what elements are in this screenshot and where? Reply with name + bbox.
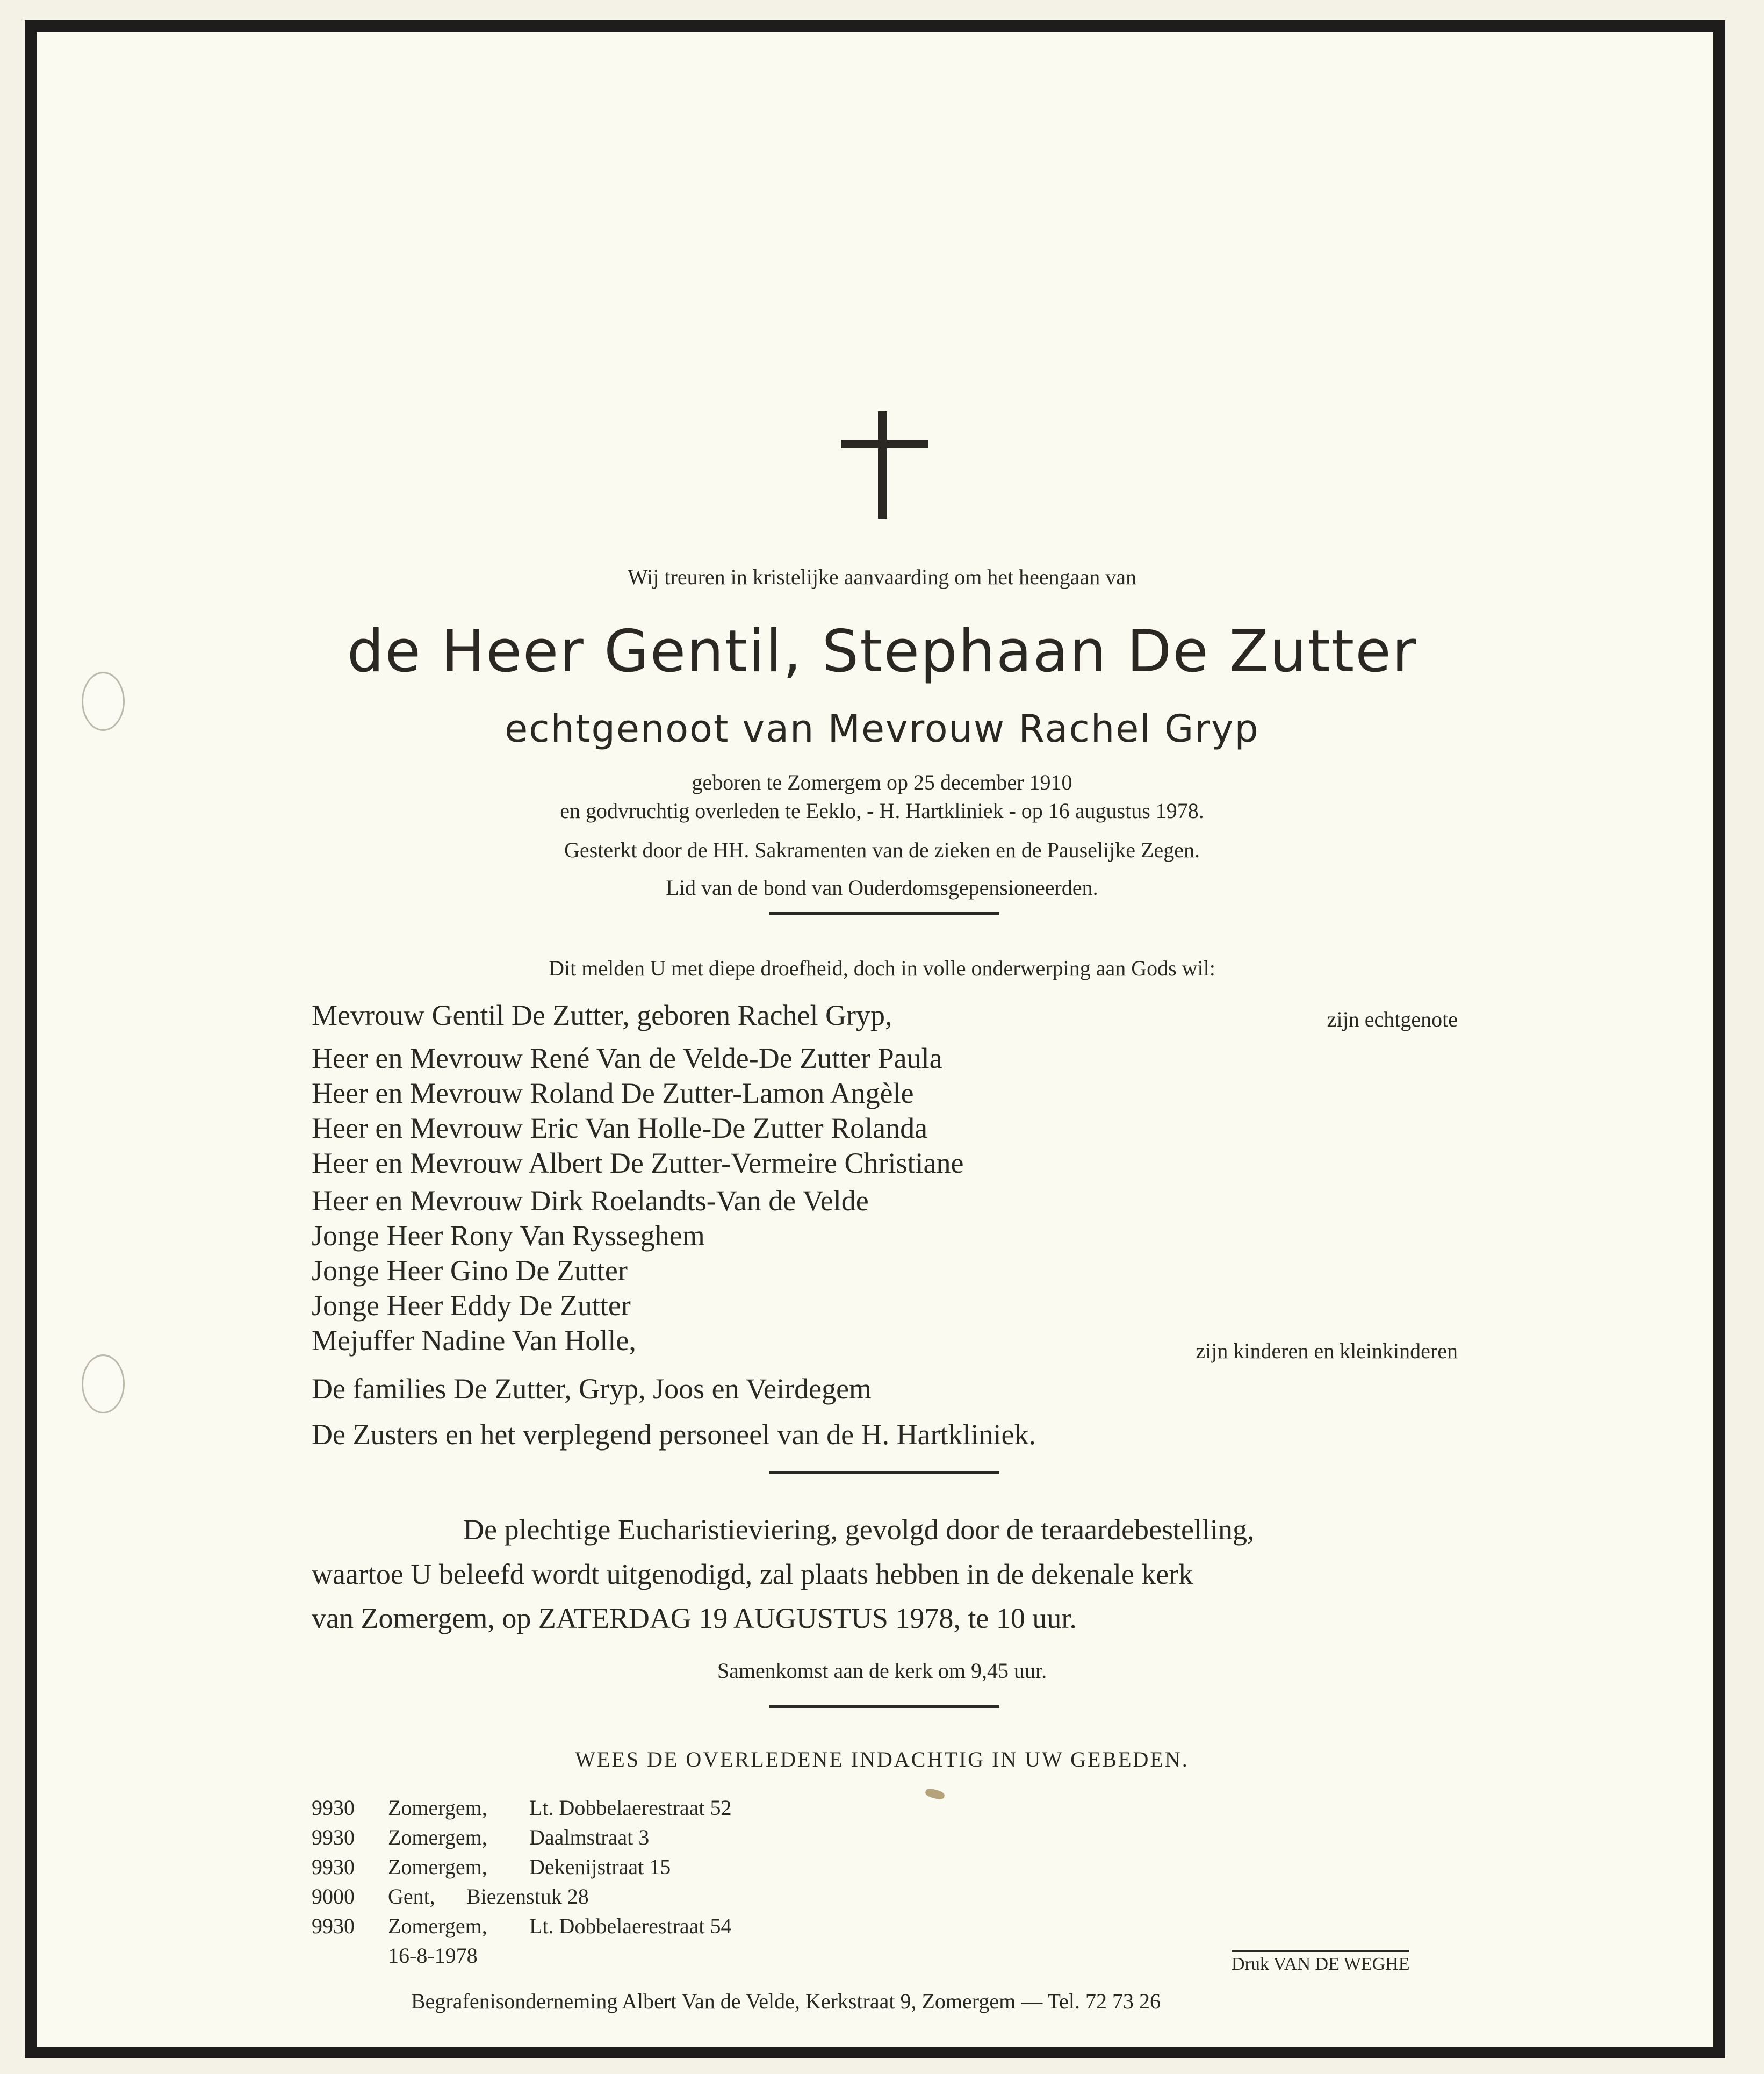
address-place: Gent, bbox=[388, 1884, 435, 1908]
mourner: Mevrouw Gentil De Zutter, geboren Rachel Gryp, bbox=[312, 999, 892, 1031]
divider bbox=[769, 1705, 999, 1708]
membership-line: Lid van de bond van Ouderdomsgepensioneerden. bbox=[666, 875, 1098, 900]
address-street: Lt. Dobbelaerestraat 54 bbox=[529, 1914, 732, 1938]
cross-icon bbox=[878, 411, 887, 519]
service-line-3: van Zomergem, op ZATERDAG 19 AUGUSTUS 1978, te 10 uur. bbox=[312, 1602, 1077, 1634]
address-place: Zomergem, bbox=[388, 1796, 487, 1820]
mourner: Jonge Heer Gino De Zutter bbox=[312, 1254, 628, 1287]
divider bbox=[769, 912, 999, 915]
mourner: De Zusters en het verplegend personeel van de H. Hartkliniek. bbox=[312, 1418, 1036, 1451]
service-line-2: waartoe U beleefd wordt uitgenodigd, zal plaats hebben in de dekenale kerk bbox=[312, 1558, 1193, 1590]
address-place: Zomergem, bbox=[388, 1914, 487, 1938]
address-place: Zomergem, bbox=[388, 1855, 487, 1879]
deceased-name: de Heer Gentil, Stephaan De Zutter bbox=[347, 618, 1417, 685]
address-code: 9930 bbox=[312, 1914, 355, 1938]
role-children: zijn kinderen en kleinkinderen bbox=[1196, 1339, 1458, 1363]
mourner: Heer en Mevrouw René Van de Velde-De Zutter Paula bbox=[312, 1042, 942, 1074]
address-code: 9930 bbox=[312, 1825, 355, 1849]
mourner: De families De Zutter, Gryp, Joos en Veirdegem bbox=[312, 1373, 872, 1405]
mourner: Heer en Mevrouw Eric Van Holle-De Zutter Rolanda bbox=[312, 1112, 928, 1144]
punch-hole bbox=[82, 1354, 125, 1413]
document-date: 16-8-1978 bbox=[388, 1943, 478, 1968]
death-line: en godvruchtig overleden te Eeklo, - H. Hartkliniek - op 16 augustus 1978. bbox=[560, 799, 1204, 823]
service-line-1: De plechtige Eucharistieviering, gevolgd door de teraardebestelling, bbox=[463, 1513, 1255, 1546]
gathering-time: Samenkomst aan de kerk om 9,45 uur. bbox=[717, 1659, 1047, 1683]
address-code: 9930 bbox=[312, 1796, 355, 1820]
announcement: Dit melden U met diepe droefheid, doch in volle onderwerping aan Gods wil: bbox=[549, 956, 1215, 980]
role-spouse: zijn echtgenote bbox=[1327, 1007, 1458, 1031]
sacraments-line: Gesterkt door de HH. Sakramenten van de zieken en de Pauselijke Zegen. bbox=[564, 838, 1200, 862]
address-code: 9930 bbox=[312, 1855, 355, 1879]
address-place: Zomergem, bbox=[388, 1825, 487, 1849]
cross-icon-bar bbox=[841, 440, 928, 448]
undertaker-line: Begrafenisonderneming Albert Van de Velde, Kerkstraat 9, Zomergem — Tel. 72 73 26 bbox=[411, 1989, 1161, 2013]
intro-text: Wij treuren in kristelijke aanvaarding om het heengaan van bbox=[628, 565, 1136, 589]
address-street: Biezenstuk 28 bbox=[466, 1884, 589, 1908]
prayer-request: WEES DE OVERLEDENE INDACHTIG IN UW GEBEDEN. bbox=[575, 1747, 1189, 1771]
address-code: 9000 bbox=[312, 1884, 355, 1908]
spouse-line: echtgenoot van Mevrouw Rachel Gryp bbox=[505, 707, 1259, 751]
mourner: Mejuffer Nadine Van Holle, bbox=[312, 1324, 636, 1357]
divider bbox=[769, 1471, 999, 1474]
address-street: Lt. Dobbelaerestraat 52 bbox=[529, 1796, 732, 1820]
address-street: Daalmstraat 3 bbox=[529, 1825, 650, 1849]
mourner: Heer en Mevrouw Roland De Zutter-Lamon Angèle bbox=[312, 1077, 914, 1109]
printer-mark: Druk VAN DE WEGHE bbox=[1232, 1950, 1409, 1975]
mourner: Heer en Mevrouw Albert De Zutter-Vermeire Christiane bbox=[312, 1147, 964, 1179]
address-street: Dekenijstraat 15 bbox=[529, 1855, 671, 1879]
mourner: Jonge Heer Eddy De Zutter bbox=[312, 1289, 631, 1322]
mourner: Heer en Mevrouw Dirk Roelandts-Van de Velde bbox=[312, 1185, 869, 1217]
mourner: Jonge Heer Rony Van Rysseghem bbox=[312, 1219, 705, 1252]
birth-line: geboren te Zomergem op 25 december 1910 bbox=[692, 770, 1072, 794]
